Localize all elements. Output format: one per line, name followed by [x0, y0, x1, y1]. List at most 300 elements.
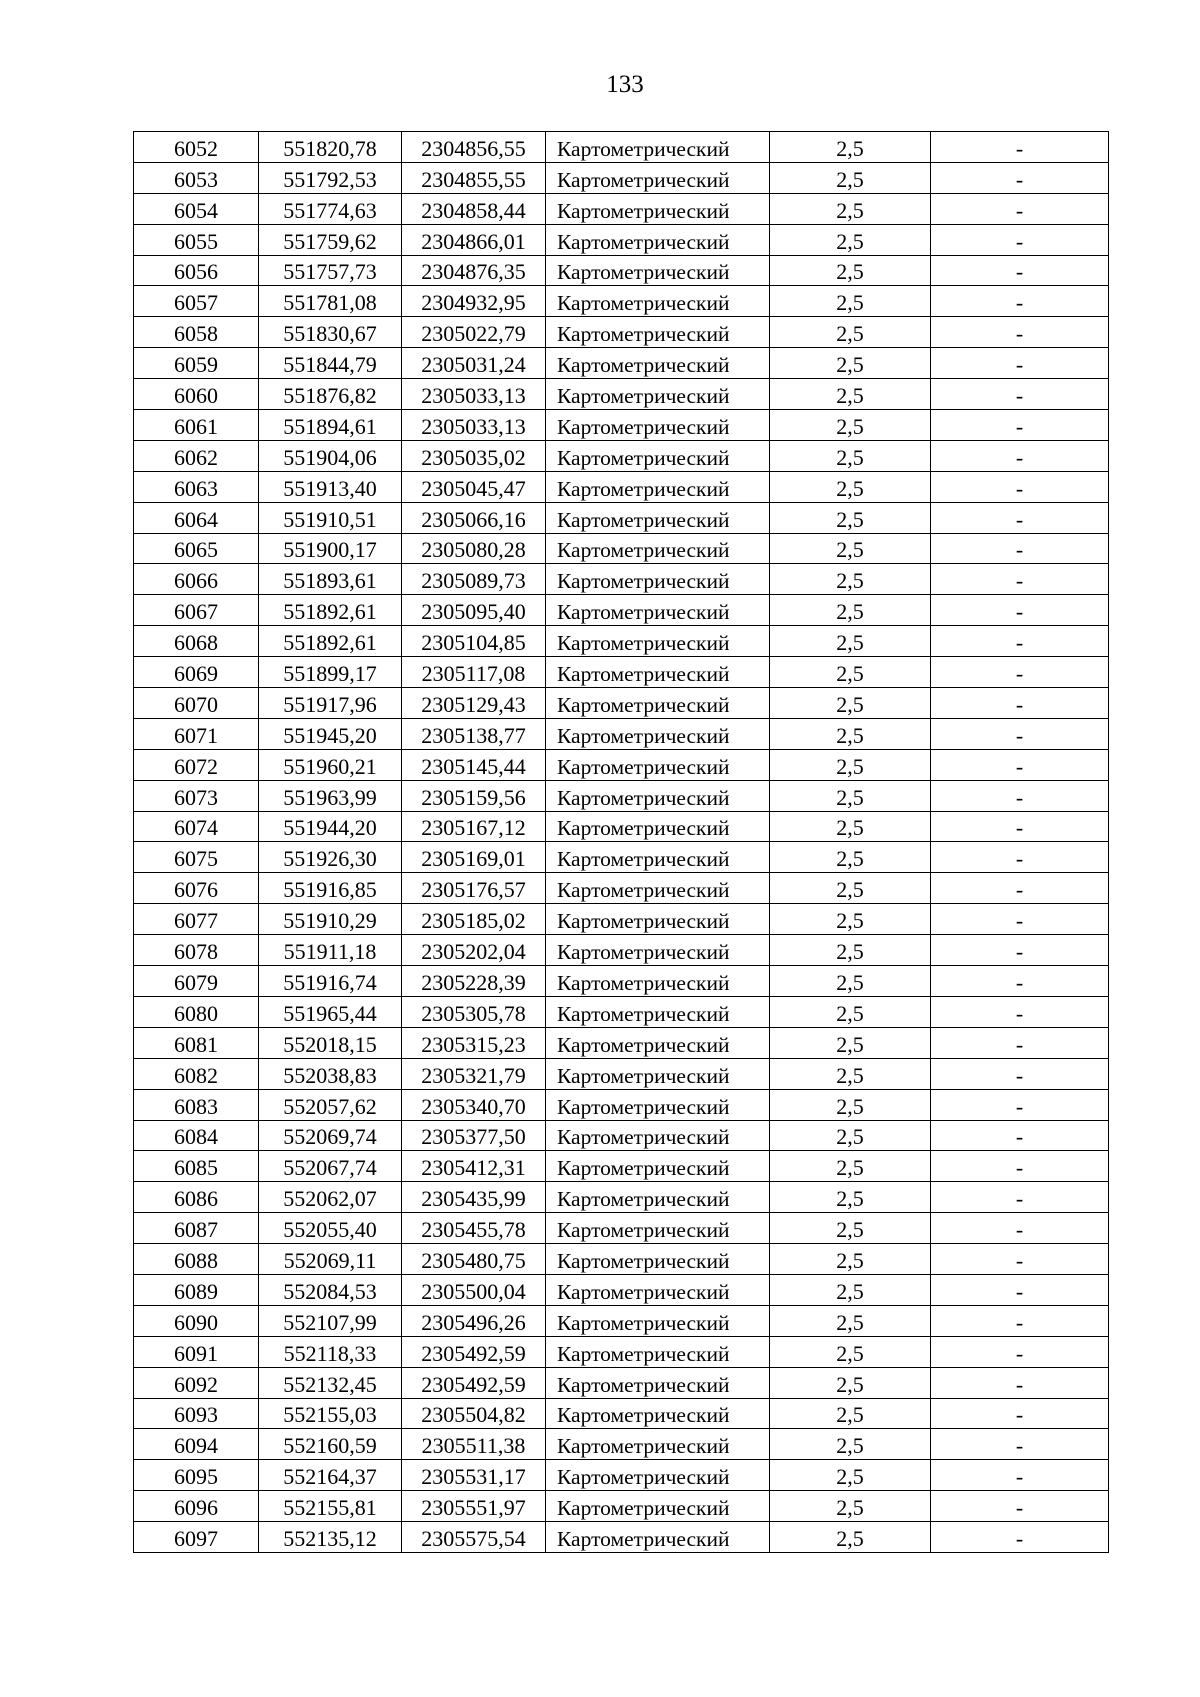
cell-accuracy: 2,5	[770, 410, 931, 441]
cell-point-number: 6086	[134, 1182, 259, 1213]
cell-method: Картометрический	[546, 348, 770, 379]
cell-point-number: 6071	[134, 718, 259, 749]
cell-method: Картометрический	[546, 780, 770, 811]
cell-point-number: 6078	[134, 935, 259, 966]
cell-coord-x: 552135,12	[259, 1522, 402, 1553]
cell-coord-x: 552069,11	[259, 1244, 402, 1275]
cell-coord-y: 2305022,79	[402, 317, 546, 348]
cell-point-number: 6092	[134, 1367, 259, 1398]
cell-accuracy: 2,5	[770, 502, 931, 533]
table-row	[134, 935, 1109, 966]
cell-point-number: 6064	[134, 502, 259, 533]
cell-coord-y: 2305202,04	[402, 935, 546, 966]
cell-coord-y: 2305169,01	[402, 842, 546, 873]
cell-coord-y: 2305033,13	[402, 379, 546, 410]
table-row	[134, 1336, 1109, 1367]
cell-coord-y: 2305496,26	[402, 1305, 546, 1336]
cell-accuracy: 2,5	[770, 1305, 931, 1336]
cell-coord-y: 2305551,97	[402, 1491, 546, 1522]
table-row	[134, 564, 1109, 595]
cell-coord-x: 551926,30	[259, 842, 402, 873]
cell-point-number: 6084	[134, 1120, 259, 1151]
cell-coord-x: 551844,79	[259, 348, 402, 379]
cell-coord-y: 2305129,43	[402, 688, 546, 719]
cell-accuracy: 2,5	[770, 317, 931, 348]
cell-method: Картометрический	[546, 749, 770, 780]
table-row	[134, 996, 1109, 1027]
cell-accuracy: 2,5	[770, 780, 931, 811]
table-row	[134, 904, 1109, 935]
table-row	[134, 440, 1109, 471]
cell-coord-x: 551900,17	[259, 533, 402, 564]
cell-accuracy: 2,5	[770, 1398, 931, 1429]
cell-coord-x: 551965,44	[259, 996, 402, 1027]
cell-coord-x: 552062,07	[259, 1182, 402, 1213]
cell-accuracy: 2,5	[770, 1120, 931, 1151]
cell-accuracy: 2,5	[770, 966, 931, 997]
cell-accuracy: 2,5	[770, 935, 931, 966]
cell-coord-y: 2305340,70	[402, 1089, 546, 1120]
cell-note: -	[931, 564, 1109, 595]
cell-method: Картометрический	[546, 1274, 770, 1305]
cell-method: Картометрический	[546, 873, 770, 904]
cell-coord-y: 2305176,57	[402, 873, 546, 904]
cell-point-number: 6067	[134, 595, 259, 626]
cell-method: Картометрический	[546, 1305, 770, 1336]
cell-point-number: 6055	[134, 224, 259, 255]
cell-note: -	[931, 842, 1109, 873]
cell-note: -	[931, 162, 1109, 193]
cell-note: -	[931, 1460, 1109, 1491]
cell-point-number: 6058	[134, 317, 259, 348]
cell-note: -	[931, 410, 1109, 441]
cell-coord-x: 551916,85	[259, 873, 402, 904]
cell-coord-y: 2305315,23	[402, 1027, 546, 1058]
cell-accuracy: 2,5	[770, 1058, 931, 1089]
cell-point-number: 6095	[134, 1460, 259, 1491]
table-row	[134, 348, 1109, 379]
cell-coord-x: 551916,74	[259, 966, 402, 997]
cell-method: Картометрический	[546, 162, 770, 193]
cell-note: -	[931, 1491, 1109, 1522]
cell-method: Картометрический	[546, 1027, 770, 1058]
cell-coord-x: 551820,78	[259, 132, 402, 163]
cell-coord-x: 551904,06	[259, 440, 402, 471]
table-row	[134, 1367, 1109, 1398]
cell-accuracy: 2,5	[770, 1151, 931, 1182]
cell-coord-y: 2304866,01	[402, 224, 546, 255]
cell-point-number: 6056	[134, 255, 259, 286]
cell-coord-y: 2305504,82	[402, 1398, 546, 1429]
coordinates-table	[133, 131, 1109, 1553]
cell-coord-x: 551892,61	[259, 595, 402, 626]
cell-note: -	[931, 935, 1109, 966]
table-row	[134, 1491, 1109, 1522]
cell-coord-x: 551917,96	[259, 688, 402, 719]
cell-method: Картометрический	[546, 379, 770, 410]
table-row	[134, 317, 1109, 348]
cell-point-number: 6087	[134, 1213, 259, 1244]
cell-coord-x: 552155,81	[259, 1491, 402, 1522]
cell-note: -	[931, 749, 1109, 780]
cell-method: Картометрический	[546, 317, 770, 348]
cell-method: Картометрический	[546, 595, 770, 626]
cell-coord-x: 552067,74	[259, 1151, 402, 1182]
cell-coord-x: 551774,63	[259, 193, 402, 224]
cell-coord-y: 2305033,13	[402, 410, 546, 441]
cell-note: -	[931, 1213, 1109, 1244]
cell-accuracy: 2,5	[770, 904, 931, 935]
cell-point-number: 6059	[134, 348, 259, 379]
table-row	[134, 379, 1109, 410]
cell-coord-y: 2305412,31	[402, 1151, 546, 1182]
cell-point-number: 6089	[134, 1274, 259, 1305]
cell-note: -	[931, 348, 1109, 379]
cell-coord-y: 2305095,40	[402, 595, 546, 626]
table-row	[134, 595, 1109, 626]
cell-coord-y: 2305480,75	[402, 1244, 546, 1275]
cell-coord-x: 551945,20	[259, 718, 402, 749]
cell-method: Картометрический	[546, 533, 770, 564]
cell-coord-x: 552084,53	[259, 1274, 402, 1305]
cell-point-number: 6066	[134, 564, 259, 595]
table-row	[134, 1151, 1109, 1182]
cell-accuracy: 2,5	[770, 1367, 931, 1398]
cell-note: -	[931, 718, 1109, 749]
cell-coord-x: 552055,40	[259, 1213, 402, 1244]
table-row	[134, 1027, 1109, 1058]
cell-point-number: 6053	[134, 162, 259, 193]
cell-coord-y: 2305455,78	[402, 1213, 546, 1244]
table-row	[134, 1182, 1109, 1213]
cell-point-number: 6097	[134, 1522, 259, 1553]
cell-coord-y: 2305185,02	[402, 904, 546, 935]
table-row	[134, 286, 1109, 317]
cell-accuracy: 2,5	[770, 688, 931, 719]
cell-point-number: 6075	[134, 842, 259, 873]
table-row	[134, 193, 1109, 224]
cell-note: -	[931, 502, 1109, 533]
cell-coord-y: 2305511,38	[402, 1429, 546, 1460]
cell-coord-y: 2305492,59	[402, 1336, 546, 1367]
cell-point-number: 6090	[134, 1305, 259, 1336]
cell-point-number: 6062	[134, 440, 259, 471]
cell-point-number: 6091	[134, 1336, 259, 1367]
cell-note: -	[931, 255, 1109, 286]
table-row	[134, 471, 1109, 502]
cell-coord-y: 2305104,85	[402, 626, 546, 657]
cell-note: -	[931, 224, 1109, 255]
cell-note: -	[931, 471, 1109, 502]
cell-accuracy: 2,5	[770, 533, 931, 564]
cell-point-number: 6096	[134, 1491, 259, 1522]
cell-point-number: 6077	[134, 904, 259, 935]
cell-coord-x: 551893,61	[259, 564, 402, 595]
cell-coord-x: 551944,20	[259, 811, 402, 842]
cell-coord-x: 551911,18	[259, 935, 402, 966]
cell-point-number: 6088	[134, 1244, 259, 1275]
table-row	[134, 1460, 1109, 1491]
cell-accuracy: 2,5	[770, 873, 931, 904]
cell-coord-x: 552160,59	[259, 1429, 402, 1460]
cell-point-number: 6052	[134, 132, 259, 163]
cell-point-number: 6072	[134, 749, 259, 780]
cell-method: Картометрический	[546, 1151, 770, 1182]
cell-point-number: 6054	[134, 193, 259, 224]
table-row	[134, 1274, 1109, 1305]
cell-note: -	[931, 811, 1109, 842]
cell-method: Картометрический	[546, 1089, 770, 1120]
cell-coord-y: 2304932,95	[402, 286, 546, 317]
table-row	[134, 162, 1109, 193]
cell-coord-y: 2305377,50	[402, 1120, 546, 1151]
cell-coord-x: 552018,15	[259, 1027, 402, 1058]
cell-coord-x: 551963,99	[259, 780, 402, 811]
cell-note: -	[931, 1367, 1109, 1398]
cell-method: Картометрический	[546, 440, 770, 471]
cell-accuracy: 2,5	[770, 379, 931, 410]
cell-method: Картометрический	[546, 1120, 770, 1151]
cell-accuracy: 2,5	[770, 471, 931, 502]
cell-point-number: 6060	[134, 379, 259, 410]
cell-point-number: 6070	[134, 688, 259, 719]
table-row	[134, 718, 1109, 749]
cell-accuracy: 2,5	[770, 1522, 931, 1553]
cell-point-number: 6069	[134, 657, 259, 688]
table-row	[134, 657, 1109, 688]
cell-method: Картометрический	[546, 1522, 770, 1553]
cell-method: Картометрический	[546, 1182, 770, 1213]
cell-accuracy: 2,5	[770, 749, 931, 780]
cell-method: Картометрический	[546, 1491, 770, 1522]
cell-coord-x: 551913,40	[259, 471, 402, 502]
cell-method: Картометрический	[546, 1398, 770, 1429]
cell-method: Картометрический	[546, 718, 770, 749]
table-row	[134, 255, 1109, 286]
cell-note: -	[931, 1089, 1109, 1120]
cell-coord-x: 552038,83	[259, 1058, 402, 1089]
table-row	[134, 842, 1109, 873]
table-row	[134, 502, 1109, 533]
cell-accuracy: 2,5	[770, 348, 931, 379]
cell-accuracy: 2,5	[770, 996, 931, 1027]
table-row	[134, 132, 1109, 163]
cell-coord-y: 2305159,56	[402, 780, 546, 811]
cell-point-number: 6076	[134, 873, 259, 904]
cell-coord-x: 552057,62	[259, 1089, 402, 1120]
cell-note: -	[931, 193, 1109, 224]
cell-coord-x: 552155,03	[259, 1398, 402, 1429]
cell-accuracy: 2,5	[770, 564, 931, 595]
cell-coord-y: 2305117,08	[402, 657, 546, 688]
cell-coord-y: 2304855,55	[402, 162, 546, 193]
cell-coord-y: 2305089,73	[402, 564, 546, 595]
cell-method: Картометрический	[546, 966, 770, 997]
cell-accuracy: 2,5	[770, 1491, 931, 1522]
cell-method: Картометрический	[546, 626, 770, 657]
cell-point-number: 6093	[134, 1398, 259, 1429]
cell-accuracy: 2,5	[770, 1429, 931, 1460]
cell-coord-x: 551892,61	[259, 626, 402, 657]
cell-accuracy: 2,5	[770, 255, 931, 286]
cell-point-number: 6063	[134, 471, 259, 502]
cell-coord-y: 2305435,99	[402, 1182, 546, 1213]
cell-coord-x: 551757,73	[259, 255, 402, 286]
cell-method: Картометрический	[546, 502, 770, 533]
cell-method: Картометрический	[546, 1460, 770, 1491]
cell-coord-x: 551960,21	[259, 749, 402, 780]
table-row	[134, 1398, 1109, 1429]
cell-coord-y: 2305492,59	[402, 1367, 546, 1398]
cell-method: Картометрический	[546, 1429, 770, 1460]
cell-coord-y: 2305066,16	[402, 502, 546, 533]
cell-note: -	[931, 688, 1109, 719]
cell-accuracy: 2,5	[770, 440, 931, 471]
cell-coord-y: 2304856,55	[402, 132, 546, 163]
cell-accuracy: 2,5	[770, 162, 931, 193]
cell-method: Картометрический	[546, 935, 770, 966]
cell-coord-y: 2305531,17	[402, 1460, 546, 1491]
cell-note: -	[931, 1120, 1109, 1151]
cell-coord-y: 2305080,28	[402, 533, 546, 564]
cell-note: -	[931, 1182, 1109, 1213]
cell-note: -	[931, 904, 1109, 935]
cell-method: Картометрический	[546, 1244, 770, 1275]
cell-method: Картометрический	[546, 224, 770, 255]
cell-method: Картометрический	[546, 1058, 770, 1089]
table-row	[134, 224, 1109, 255]
cell-coord-y: 2305500,04	[402, 1274, 546, 1305]
cell-coord-x: 551910,51	[259, 502, 402, 533]
cell-point-number: 6065	[134, 533, 259, 564]
cell-coord-x: 551910,29	[259, 904, 402, 935]
table-row	[134, 873, 1109, 904]
cell-coord-x: 551792,53	[259, 162, 402, 193]
cell-method: Картометрический	[546, 1213, 770, 1244]
cell-accuracy: 2,5	[770, 1182, 931, 1213]
cell-method: Картометрический	[546, 193, 770, 224]
cell-accuracy: 2,5	[770, 1274, 931, 1305]
cell-accuracy: 2,5	[770, 286, 931, 317]
cell-note: -	[931, 317, 1109, 348]
cell-coord-x: 552164,37	[259, 1460, 402, 1491]
cell-note: -	[931, 440, 1109, 471]
table-row	[134, 1244, 1109, 1275]
cell-coord-x: 551781,08	[259, 286, 402, 317]
cell-method: Картометрический	[546, 811, 770, 842]
table-row	[134, 626, 1109, 657]
table-row	[134, 1522, 1109, 1553]
cell-point-number: 6085	[134, 1151, 259, 1182]
cell-coord-x: 551830,67	[259, 317, 402, 348]
cell-point-number: 6082	[134, 1058, 259, 1089]
cell-accuracy: 2,5	[770, 842, 931, 873]
cell-coord-x: 552118,33	[259, 1336, 402, 1367]
cell-method: Картометрический	[546, 410, 770, 441]
cell-method: Картометрический	[546, 996, 770, 1027]
cell-note: -	[931, 533, 1109, 564]
cell-accuracy: 2,5	[770, 193, 931, 224]
cell-coord-x: 552132,45	[259, 1367, 402, 1398]
cell-accuracy: 2,5	[770, 718, 931, 749]
coordinates-table-body	[134, 132, 1109, 1553]
cell-coord-y: 2304876,35	[402, 255, 546, 286]
cell-note: -	[931, 1027, 1109, 1058]
cell-method: Картометрический	[546, 842, 770, 873]
cell-point-number: 6079	[134, 966, 259, 997]
cell-note: -	[931, 1429, 1109, 1460]
cell-method: Картометрический	[546, 657, 770, 688]
cell-coord-y: 2304858,44	[402, 193, 546, 224]
cell-note: -	[931, 1244, 1109, 1275]
table-row	[134, 811, 1109, 842]
cell-note: -	[931, 1058, 1109, 1089]
cell-note: -	[931, 996, 1109, 1027]
cell-note: -	[931, 626, 1109, 657]
table-row	[134, 410, 1109, 441]
cell-accuracy: 2,5	[770, 811, 931, 842]
cell-note: -	[931, 780, 1109, 811]
cell-point-number: 6074	[134, 811, 259, 842]
cell-note: -	[931, 1336, 1109, 1367]
cell-accuracy: 2,5	[770, 224, 931, 255]
table-row	[134, 1305, 1109, 1336]
table-row	[134, 780, 1109, 811]
table-row	[134, 1058, 1109, 1089]
table-row	[134, 1213, 1109, 1244]
table-row	[134, 1120, 1109, 1151]
cell-point-number: 6083	[134, 1089, 259, 1120]
table-row	[134, 533, 1109, 564]
cell-coord-y: 2305035,02	[402, 440, 546, 471]
cell-method: Картометрический	[546, 1367, 770, 1398]
cell-note: -	[931, 657, 1109, 688]
cell-method: Картометрический	[546, 132, 770, 163]
cell-method: Картометрический	[546, 255, 770, 286]
cell-accuracy: 2,5	[770, 1089, 931, 1120]
cell-coord-y: 2305167,12	[402, 811, 546, 842]
cell-accuracy: 2,5	[770, 1336, 931, 1367]
cell-coord-y: 2305321,79	[402, 1058, 546, 1089]
cell-coord-x: 552107,99	[259, 1305, 402, 1336]
table-row	[134, 688, 1109, 719]
cell-note: -	[931, 286, 1109, 317]
cell-method: Картометрический	[546, 286, 770, 317]
cell-method: Картометрический	[546, 564, 770, 595]
cell-note: -	[931, 966, 1109, 997]
cell-coord-y: 2305045,47	[402, 471, 546, 502]
cell-note: -	[931, 1398, 1109, 1429]
page-number: 133	[606, 71, 644, 98]
cell-point-number: 6073	[134, 780, 259, 811]
table-row	[134, 749, 1109, 780]
cell-coord-y: 2305305,78	[402, 996, 546, 1027]
cell-method: Картометрический	[546, 688, 770, 719]
cell-accuracy: 2,5	[770, 595, 931, 626]
cell-method: Картометрический	[546, 1336, 770, 1367]
cell-accuracy: 2,5	[770, 626, 931, 657]
cell-coord-y: 2305575,54	[402, 1522, 546, 1553]
cell-coord-x: 552069,74	[259, 1120, 402, 1151]
cell-coord-x: 551876,82	[259, 379, 402, 410]
cell-coord-y: 2305031,24	[402, 348, 546, 379]
cell-coord-x: 551894,61	[259, 410, 402, 441]
cell-note: -	[931, 1305, 1109, 1336]
cell-coord-y: 2305138,77	[402, 718, 546, 749]
cell-point-number: 6057	[134, 286, 259, 317]
cell-point-number: 6080	[134, 996, 259, 1027]
cell-coord-y: 2305228,39	[402, 966, 546, 997]
